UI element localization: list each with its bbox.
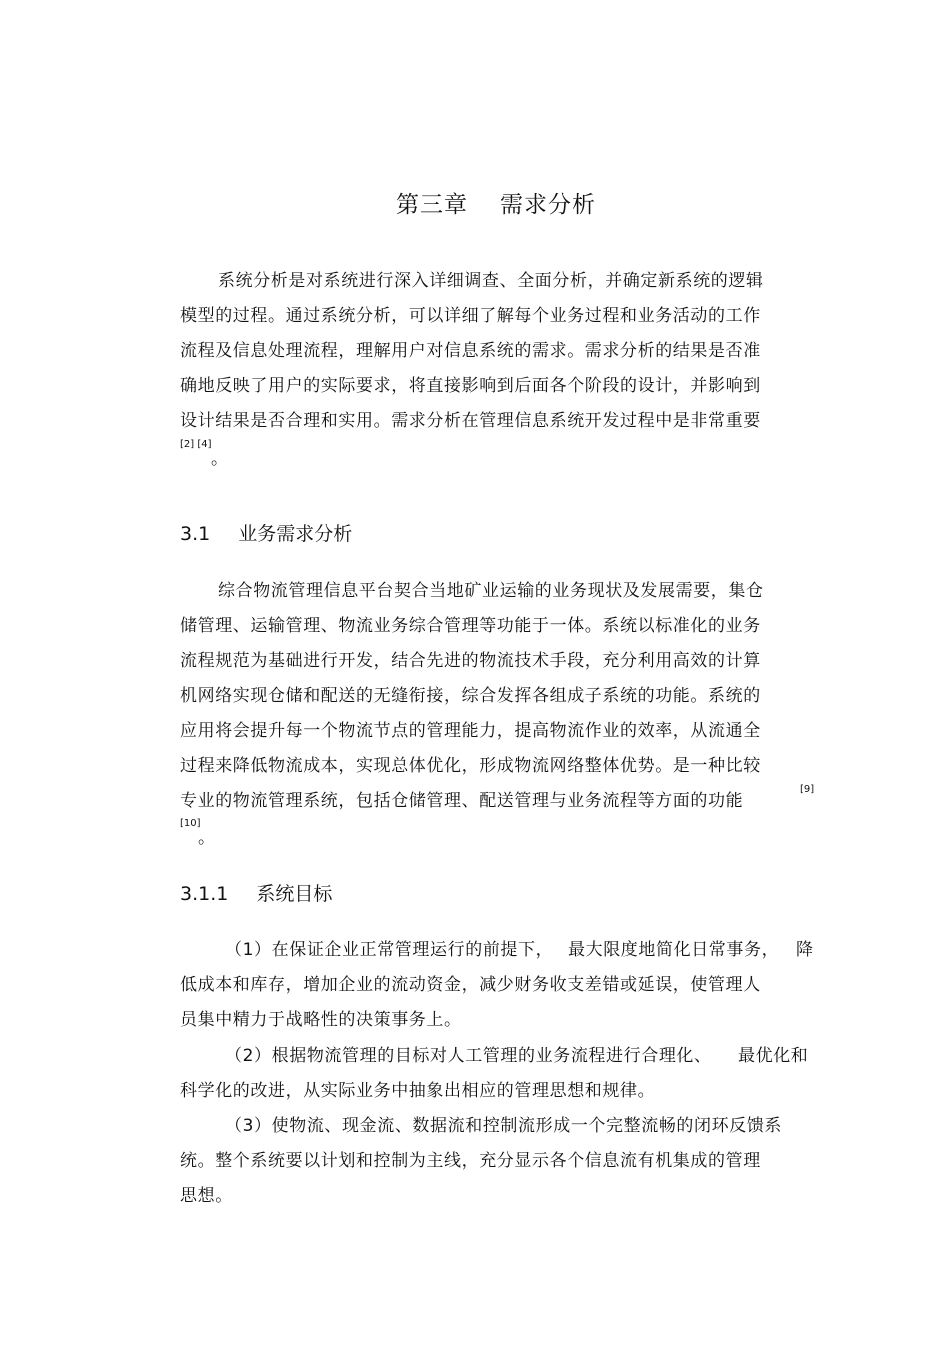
paragraph-line: 模型的过程。通过系统分析，可以详细了解每个业务过程和业务活动的工作 [180, 306, 761, 326]
paragraph-line: 应用将会提升每一个物流节点的管理能力，提高物流作业的效率，从流通全 [180, 721, 761, 741]
paragraph-line: 最大限度地简化日常事务， [568, 940, 780, 960]
paragraph-line: 确地反映了用户的实际要求，将直接影响到后面各个阶段的设计，并影响到 [180, 376, 761, 396]
paragraph-line: 机网络实现仓储和配送的无缝衔接，综合发挥各组成子系统的功能。系统的 [180, 686, 761, 706]
section-number: 3.1.1 [180, 883, 229, 905]
paragraph-line: （1）在保证企业正常管理运行的前提下， [225, 940, 554, 960]
paragraph-end: 。 [211, 449, 229, 469]
section-title: 业务需求分析 [238, 523, 353, 545]
section-number: 3.1 [180, 523, 211, 545]
section-title: 系统目标 [256, 883, 333, 905]
chapter-title [396, 186, 596, 219]
paragraph-line: 设计结果是否合理和实用。需求分析在管理信息系统开发过程中是非常重要 [180, 411, 761, 431]
paragraph-line: （3）使物流、现金流、数据流和控制流形成一个完整流畅的闭环反馈系 [225, 1116, 783, 1136]
citation-ref: [10] [180, 818, 201, 829]
paragraph-line: 储管理、运输管理、物流业务综合管理等功能于一体。系统以标准化的业务 [180, 616, 761, 636]
section-heading-3-1-1 [180, 879, 332, 906]
paragraph-line: 流程规范为基础进行开发，结合先进的物流技术手段，充分利用高效的计算 [180, 651, 761, 671]
paragraph-line: （2）根据物流管理的目标对人工管理的业务流程进行合理化、 [225, 1046, 712, 1066]
chapter-number: 第三章 [396, 192, 468, 218]
paragraph-line: 科学化的改进，从实际业务中抽象出相应的管理思想和规律。 [180, 1081, 656, 1101]
paragraph-line: 员集中精力于战略性的决策事务上。 [180, 1010, 462, 1030]
paragraph-line: 过程来降低物流成本，实现总体优化，形成物流网络整体优势。是一种比较 [180, 756, 761, 776]
paragraph-line: 流程及信息处理流程，理解用户对信息系统的需求。需求分析的结果是否准 [180, 341, 761, 361]
paragraph-line: 综合物流管理信息平台契合当地矿业运输的业务现状及发展需要，集仓 [218, 581, 764, 601]
paragraph-end: 。 [198, 828, 216, 848]
paragraph-line: 思想。 [180, 1186, 233, 1206]
paragraph-line: 低成本和库存，增加企业的流动资金，减少财务收支差错或延误，使管理人 [180, 975, 761, 995]
paragraph-line: 统。整个系统要以计划和控制为主线，充分显示各个信息流有机集成的管理 [180, 1151, 761, 1171]
section-heading-3-1 [180, 519, 352, 546]
paragraph-line: 最优化和 [738, 1046, 809, 1066]
paragraph-line: 专业的物流管理系统，包括仓储管理、配送管理与业务流程等方面的功能 [180, 791, 744, 811]
citation-ref: [2] [4] [180, 439, 212, 450]
paragraph-line: 系统分析是对系统进行深入详细调查、全面分析，并确定新系统的逻辑 [218, 271, 764, 291]
citation-ref: [9] [800, 784, 815, 795]
chapter-name: 需求分析 [500, 192, 596, 218]
paragraph-line: 降 [796, 940, 814, 960]
